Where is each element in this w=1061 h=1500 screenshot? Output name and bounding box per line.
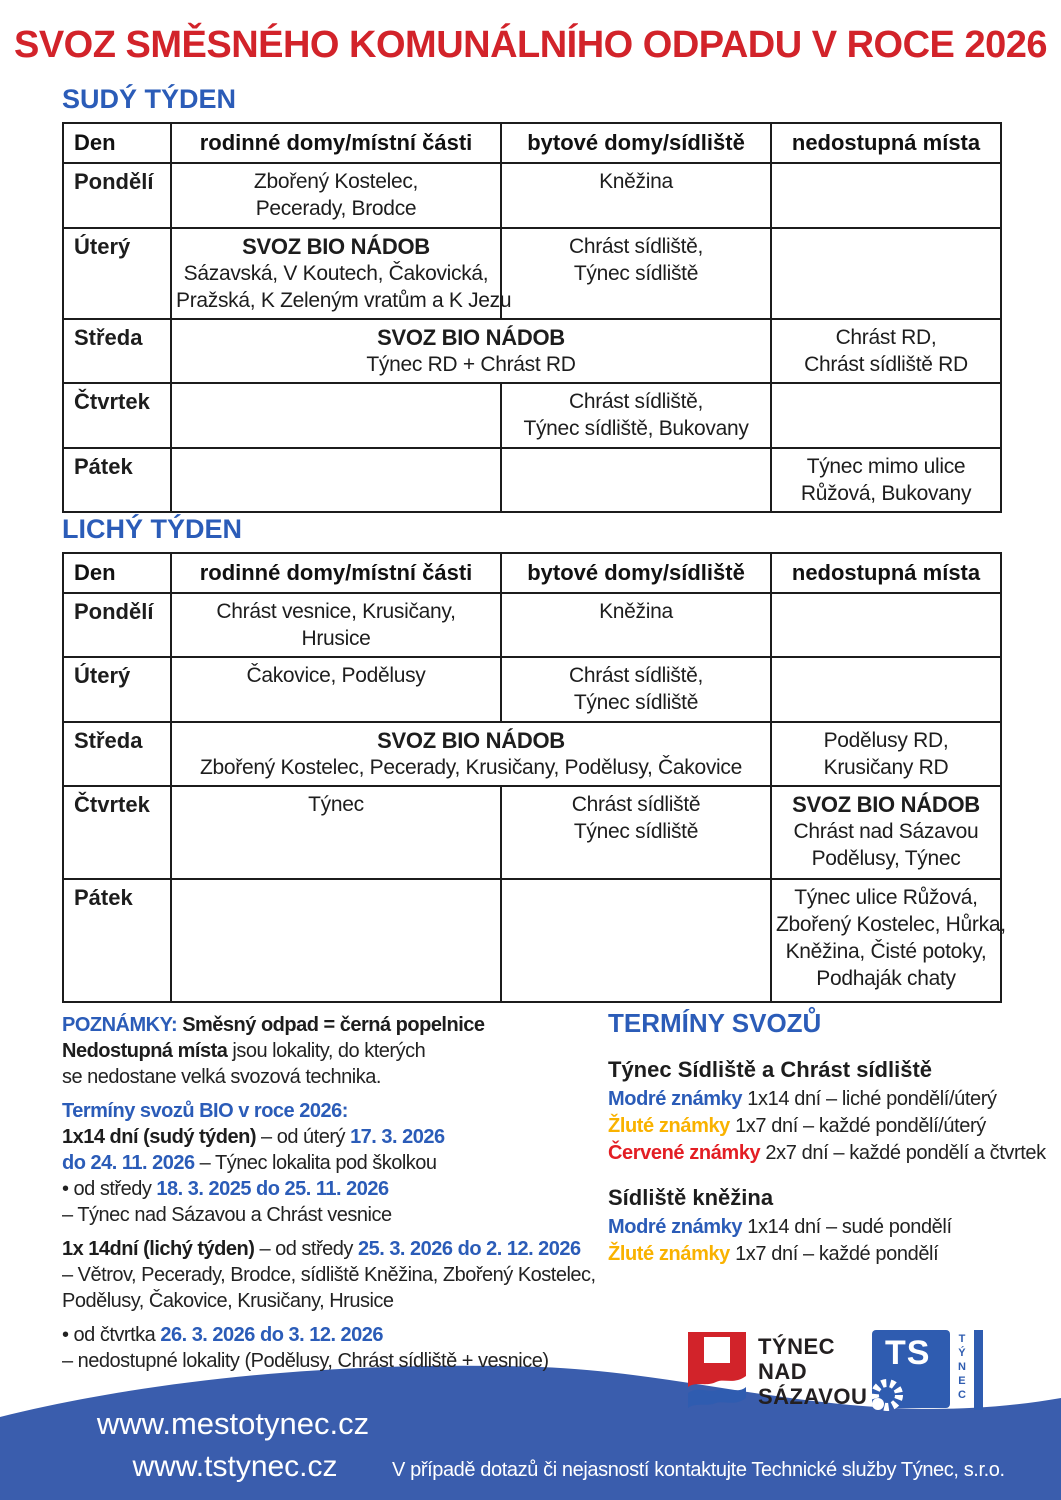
schedule-cell [171, 228, 512, 319]
note-line-segment: POZNÁMKY: [62, 1014, 183, 1036]
column-header: bytové domy/sídliště [501, 123, 771, 163]
locations-text: Chrást sídliště, [568, 664, 704, 687]
table-row [63, 786, 1001, 879]
stamp-term-line [608, 1086, 1046, 1113]
note-line [62, 1202, 596, 1228]
day-cell: Pondělí [63, 163, 171, 228]
stamp-term-line-segment: Červené známky [608, 1142, 766, 1164]
schedule-cell [501, 163, 771, 228]
stamp-term-line-segment: Žluté známky [608, 1115, 736, 1137]
schedule-cell [171, 163, 501, 228]
schedule-cell [771, 879, 1006, 1002]
ts-gear-icon [865, 1371, 909, 1415]
schedule-cell [171, 879, 501, 1002]
bio-collection-label: SVOZ BIO NÁDOB [377, 325, 565, 350]
stamp-term-line-segment: Žluté známky [608, 1243, 736, 1265]
website-url-secondary: www.tstynec.cz [132, 1450, 338, 1483]
locations-text: Kněžina [599, 170, 673, 193]
note-line-segment: – nedostupné lokality (Podělusy, Chrást sídliště + vesnice) [62, 1350, 549, 1372]
note-line-segment: Směsný odpad = černá popelnice [182, 1014, 485, 1036]
note-line [62, 1322, 596, 1348]
terms-heading: TERMÍNY SVOZŮ [608, 1008, 822, 1038]
stamp-term-line-segment: 1x7 dní – každé pondělí/úterý [735, 1115, 986, 1137]
stamp-term-line-segment: Modré známky [608, 1216, 748, 1238]
header-row [63, 553, 1001, 593]
odd-week-heading: LICHÝ TÝDEN [62, 514, 243, 544]
locations-text: Chrást RD, [835, 326, 937, 349]
locations-text: Chrást sídliště, [568, 235, 704, 258]
day-cell: Úterý [63, 228, 171, 319]
ts-logo-abbrev: TS [885, 1334, 931, 1372]
column-header: rodinné domy/místní části [171, 553, 501, 593]
stamp-term-line [608, 1214, 1046, 1241]
locations-text: Sázavská, V Koutech, Čakovická, [183, 262, 489, 285]
note-line [62, 1124, 596, 1150]
schedule-cell [501, 383, 771, 448]
table-row [63, 163, 1001, 228]
note-line-segment: – Týnec lokalita pod školkou [194, 1152, 437, 1174]
locations-text: Růžová, Bukovany [800, 482, 972, 505]
terms-subheading: Týnec Sídliště a Chrást sídliště [608, 1057, 933, 1082]
schedule-cell [171, 319, 771, 383]
column-header: nedostupná místa [771, 123, 1001, 163]
note-line-segment: – od středy [254, 1238, 358, 1260]
note-line [62, 1236, 596, 1262]
note-line-segment: – Větrov, Pecerady, Brodce, sídliště Kněžina, Zbořený Kostelec, [62, 1264, 596, 1286]
schedule-cell [171, 786, 501, 879]
note-line-segment: – Týnec nad Sázavou a Chrást vesnice [62, 1204, 392, 1226]
ts-logo-vertical-text [958, 1332, 966, 1402]
note-line-segment: 25. 3. 2026 do 2. 12. 2026 [357, 1238, 581, 1260]
table-row [63, 319, 1001, 383]
stamp-term-line-segment: 1x7 dní – každé pondělí [735, 1243, 939, 1265]
schedule-cell [501, 448, 771, 512]
schedule-cell [771, 786, 1001, 879]
locations-text: Chrást sídliště RD [804, 353, 968, 376]
locations-text: Krusičany RD [823, 756, 949, 779]
column-header: Den [63, 123, 171, 163]
note-line-segment: 1x 14dní (lichý týden) [62, 1238, 255, 1260]
schedule-cell [501, 657, 771, 722]
bio-collection-label: SVOZ BIO NÁDOB [377, 728, 565, 753]
note-line-segment: Podělusy, Čakovice, Krusičany, Hrusice [62, 1290, 394, 1312]
header-row [63, 123, 1001, 163]
locations-text: Zbořený Kostelec, [253, 170, 419, 193]
schedule-cell [501, 593, 771, 657]
locations-text: Chrást sídliště, [568, 390, 704, 413]
note-line [62, 1288, 596, 1314]
schedule-cell [501, 879, 771, 1002]
city-logo-text [758, 1334, 867, 1409]
locations-text: Hrusice [301, 627, 371, 650]
column-header: bytové domy/sídliště [501, 553, 771, 593]
terms-subheading: Sídliště kněžina [608, 1185, 774, 1210]
stamp-term-line-segment: 1x14 dní – sudé pondělí [747, 1216, 952, 1238]
city-emblem-icon [686, 1332, 748, 1410]
locations-text: Týnec sídliště [573, 820, 699, 843]
stamp-term-line-segment: 1x14 dní – liché pondělí/úterý [747, 1088, 997, 1110]
even-week-heading: SUDÝ TÝDEN [62, 84, 237, 114]
schedule-cell [771, 657, 1001, 722]
note-line-segment: – od úterý [256, 1126, 351, 1148]
schedule-cell [771, 383, 1001, 448]
collection-terms-section [608, 1008, 1046, 1268]
schedule-cell [501, 228, 771, 319]
schedule-cell [171, 657, 501, 722]
locations-text: Týnec sídliště [573, 691, 699, 714]
day-cell: Čtvrtek [63, 383, 171, 448]
table-row [63, 879, 1001, 1002]
column-header: Den [63, 553, 171, 593]
table-row [63, 593, 1001, 657]
stamp-term-line-segment: 2x7 dní – každé pondělí a čtvrtek [765, 1142, 1046, 1164]
schedule-cell [771, 319, 1001, 383]
day-cell: Pátek [63, 879, 171, 1002]
stamp-term-line [608, 1113, 1046, 1140]
locations-text: Týnec RD + Chrást RD [366, 353, 576, 376]
note-line [62, 1012, 596, 1038]
ts-logo-bar [974, 1330, 983, 1410]
locations-text: Podhaják chaty [816, 967, 956, 990]
note-line-segment: • od čtvrtka [62, 1324, 161, 1346]
locations-text: Čakovice, Podělusy [246, 664, 426, 687]
locations-text: Zbořený Kostelec, Hůrka, [776, 913, 1006, 936]
ts-vertical-letter: T [958, 1333, 966, 1345]
note-line-segment: 17. 3. 2026 [350, 1126, 445, 1148]
note-line-segment: do 24. 11. 2026 [62, 1152, 195, 1174]
city-logo-line1: TÝNEC [758, 1334, 836, 1359]
locations-text: Pražská, K Zeleným vratům a K Jezu [176, 289, 512, 312]
locations-text: Kněžina [599, 600, 673, 623]
schedule-cell [771, 228, 1001, 319]
footer-contact-text: V případě dotazů či nejasností kontaktujte Technické služby Týnec, s.r.o. [392, 1459, 1005, 1481]
note-line-segment: se nedostane velká svozová technika. [62, 1066, 381, 1088]
table-row [63, 228, 1001, 319]
locations-text: Týnec sídliště [573, 262, 699, 285]
day-cell: Středa [63, 319, 171, 383]
locations-text: Zbořený Kostelec, Pecerady, Krusičany, Podělusy, Čakovice [200, 756, 742, 779]
bio-collection-label: SVOZ BIO NÁDOB [242, 234, 430, 259]
technical-services-logo [872, 1330, 992, 1414]
note-line-segment: • od středy [62, 1178, 157, 1200]
note-line-segment: 1x14 dní (sudý týden) [62, 1126, 256, 1148]
website-url-primary: www.mestotynec.cz [96, 1406, 370, 1441]
even-week-table [62, 122, 1002, 513]
note-line-segment: 26. 3. 2026 do 3. 12. 2026 [160, 1324, 384, 1346]
locations-text: Týnec ulice Růžová, [794, 886, 978, 909]
locations-text: Týnec [308, 793, 364, 816]
note-line [62, 1176, 596, 1202]
city-logo-line3: SÁZAVOU [758, 1384, 868, 1409]
schedule-cell [171, 383, 501, 448]
ts-vertical-letter: N [958, 1361, 966, 1373]
column-header: nedostupná místa [771, 553, 1001, 593]
schedule-cell [171, 448, 501, 512]
locations-text: Chrást nad Sázavou [793, 820, 979, 843]
notes-section [62, 1012, 596, 1374]
locations-text: Podělusy, Týnec [811, 847, 961, 870]
day-cell: Úterý [63, 657, 171, 722]
schedule-cell [771, 163, 1001, 228]
note-line-segment: 18. 3. 2025 do 25. 11. 2026 [156, 1178, 389, 1200]
schedule-cell [171, 722, 771, 786]
locations-text: Chrást vesnice, Krusičany, [216, 600, 456, 623]
day-cell: Pátek [63, 448, 171, 512]
table-row [63, 448, 1001, 512]
page-title: SVOZ SMĚSNÉHO KOMUNÁLNÍHO ODPADU V ROCE 2026 [13, 24, 1047, 66]
note-line [62, 1262, 596, 1288]
locations-text: Týnec mimo ulice [806, 455, 966, 478]
schedule-cell [771, 448, 1001, 512]
ts-logo-square [872, 1330, 950, 1408]
note-line-segment: jsou lokality, do kterých [232, 1040, 426, 1062]
table-row [63, 383, 1001, 448]
schedule-cell [501, 786, 771, 879]
note-line [62, 1348, 596, 1374]
schedule-cell [771, 593, 1001, 657]
ts-vertical-letter: E [958, 1375, 966, 1387]
schedule-cell [771, 722, 1001, 786]
note-line-segment: Nedostupná místa [62, 1040, 233, 1062]
day-cell: Čtvrtek [63, 786, 171, 879]
table-row [63, 722, 1001, 786]
note-line [62, 1150, 596, 1176]
locations-text: Podělusy RD, [823, 729, 949, 752]
day-cell: Středa [63, 722, 171, 786]
note-line [62, 1064, 596, 1090]
bio-collection-label: SVOZ BIO NÁDOB [792, 792, 980, 817]
note-line [62, 1098, 596, 1124]
ts-vertical-letter: Ý [958, 1347, 966, 1359]
note-line [62, 1038, 596, 1064]
locations-text: Pecerady, Brodce [255, 197, 417, 220]
schedule-cell [171, 593, 501, 657]
stamp-term-line [608, 1241, 1046, 1268]
ts-vertical-letter: C [958, 1389, 966, 1401]
stamp-term-line-segment: Modré známky [608, 1088, 748, 1110]
column-header: rodinné domy/místní části [171, 123, 501, 163]
stamp-term-line [608, 1140, 1046, 1167]
locations-text: Týnec sídliště, Bukovany [523, 417, 749, 440]
day-cell: Pondělí [63, 593, 171, 657]
table-row [63, 657, 1001, 722]
locations-text: Kněžina, Čisté potoky, [785, 940, 987, 963]
city-logo-line2: NAD [758, 1359, 808, 1384]
locations-text: Chrást sídliště [571, 793, 701, 816]
odd-week-table [62, 552, 1006, 1003]
note-line-segment: Termíny svozů BIO v roce 2026: [62, 1100, 348, 1122]
